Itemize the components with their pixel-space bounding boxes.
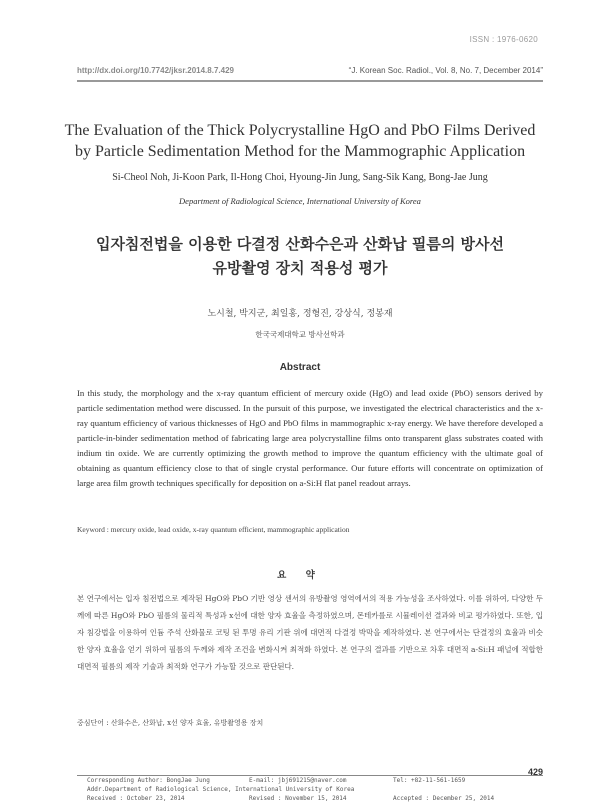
korean-author-list: 노시철, 박지군, 최일홍, 정형진, 강상식, 정봉재: [207, 309, 393, 319]
korean-title-line-2: 유방촬영 장치 적용성 평가: [212, 259, 388, 277]
revised-date: Revised : November 15, 2014: [249, 795, 347, 802]
paper-title-line-2: by Particle Sedimentation Method for the Mammographic Application: [74, 143, 526, 160]
address: Addr.Department of Radiological Science, International University of Korea: [87, 786, 355, 793]
corresponding-author: Corresponding Author: BongJae Jung: [87, 777, 210, 784]
issn-label: ISSN : 1976-0620: [469, 35, 538, 44]
korean-summary-heading: 요 약: [277, 570, 323, 581]
korean-summary-body: 본 연구에서는 입자 침전법으로 제작된 HgO와 PbO 기반 영상 센서의 유방촬영 영역에서의 적용 가능성을 조사하였다. 이를 위하여, 다양한 두께에 따른 HgO와 PbO 필름의 물리적 특성과 x선에 대한 양자 효율을 측정하였으며, 몬테카를로 시뮬레이션 결과와 비교 평가하였다. 또한, 입자 침강법을 이용하여 인듐 주석 산화물로 코팅 된 투명 유리 기판 위에 대면적 다결정 박막을 제작하였다. 본 연구에서는 단결정의 효율과 비슷한 양자 효율을 얻기 위하여 필름의 두께와 제작 조건을 변화시켜 최적화 하였다. 본 연구의 결과를 기반으로 차후 대면적 a-Si:H 패널에 적합한 대면적 필름의 제작 기술과 최적화 연구가 가능할 것으로 판단된다.: [77, 594, 543, 671]
korean-title: [60, 232, 540, 280]
abstract-body: In this study, the morphology and the x-ray quantum efficient of mercury oxide (HgO) and lead oxide (PbO) sensors derived by particle sedimentation method were discussed. In the pursuit of this purpose, we investigated the electrical characteristics and the x-ray quantum efficiency of various thicknesses of HgO and PbO films in mammographic x-ray energy. We have therefore developed a particle-in-binder sedimentation method of fabricating large area polycrystalline films onto transparent glass substrates coated with indium tin oxide. We are currently optimizing the growth method to improve the quantum efficiency with the ultimate goal of obtaining as quantum efficiency close to that of single crystal performance. Our future efforts will concentrate on optimization of large area film growth techniques specifically for deposition on a-Si:H flat panel readout arrays.: [77, 388, 543, 488]
author-list: Si-Cheol Noh, Ji-Koon Park, Il-Hong Choi, Hyoung-Jin Jung, Sang-Sik Kang, Bong-Jae Jung: [112, 172, 488, 183]
korean-affiliation: 한국국제대학교 방사선학과: [255, 330, 345, 339]
received-date: Received : October 23, 2014: [87, 795, 185, 802]
telephone: Tel: +82-11-561-1659: [393, 777, 466, 784]
paper-title: [60, 120, 540, 162]
korean-keywords: 중심단어 : 산화수은, 산화납, x선 양자 효율, 유방촬영용 장치: [77, 719, 264, 727]
doi-link[interactable]: http://dx.doi.org/10.7742/jksr.2014.8.7.429: [77, 66, 234, 75]
email: E-mail: jbj691215@naver.com: [249, 777, 347, 784]
accepted-date: Accepted : December 25, 2014: [393, 795, 495, 802]
page-number: 429: [527, 767, 543, 777]
affiliation: Department of Radiological Science, International University of Korea: [179, 196, 421, 206]
abstract-heading: Abstract: [279, 362, 321, 373]
keywords: Keyword : mercury oxide, lead oxide, x-ray quantum efficient, mammographic application: [77, 525, 350, 534]
correspondence-footer: [77, 775, 543, 806]
journal-citation: “J. Korean Soc. Radiol., Vol. 8, No. 7, December 2014”: [348, 66, 543, 75]
header-rule: [77, 80, 543, 82]
korean-title-line-1: 입자침전법을 이용한 다결정 산화수은과 산화납 필름의 방사선: [95, 235, 505, 253]
paper-title-line-1: The Evaluation of the Thick Polycrystalline HgO and PbO Films Derived: [64, 122, 536, 139]
